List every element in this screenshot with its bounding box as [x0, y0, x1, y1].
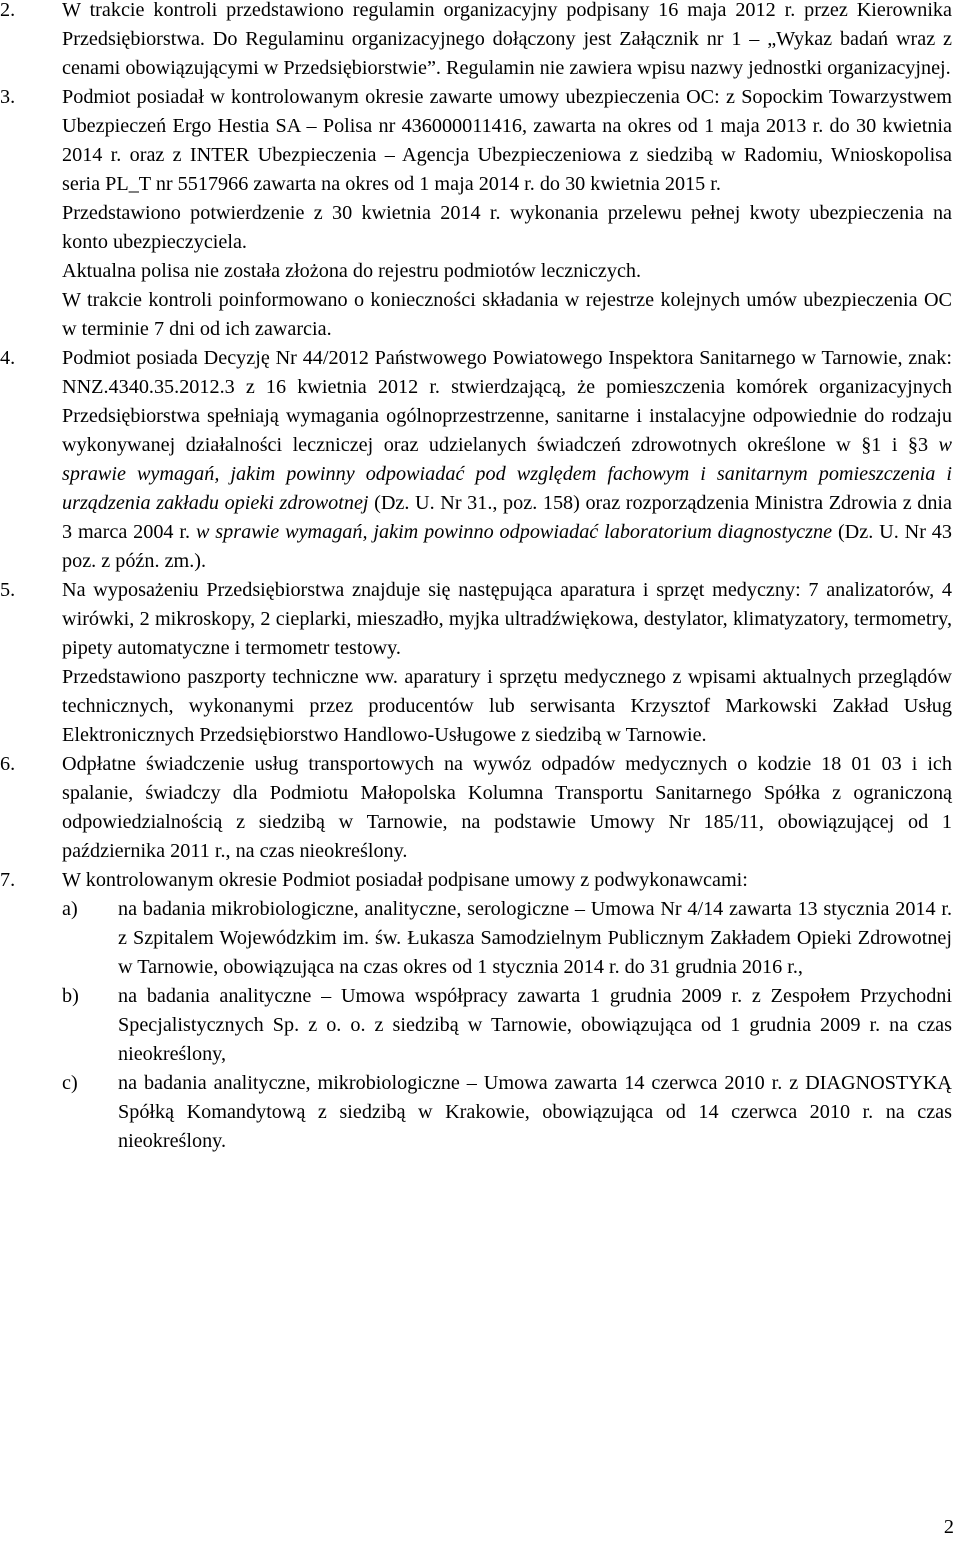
sub-item-letter: b) — [62, 985, 79, 1007]
list-item-3 — [0, 83, 960, 344]
item-paragraph: Aktualna polisa nie została złożona do rejestru podmiotów leczniczych. — [62, 260, 642, 282]
regulation-title: w sprawie wymagań, jakim powinny odpowiadać pod względem fachowym i sanitarnym pomieszczenia i urządzenia zakładu opieki zdrowotnej — [62, 434, 952, 514]
regulation-title: w sprawie wymagań, jakim powinno odpowiadać laboratorium diagnostyczne — [195, 521, 833, 543]
page-number: 2 — [943, 1516, 954, 1538]
sub-item-text: na badania mikrobiologiczne, analityczne, serologiczne – Umowa Nr 4/14 zawarta 13 stycznia 2014 r. z Szpitalem Wojewódzkim im. św. Łukasza Samodzielnym Publicznym Zakładem Opieki Zdrowotnej w Tarnowie, obowiązująca na czas okres od 1 stycznia 2014 r. do 31 grudnia 2016 r., — [118, 898, 952, 978]
list-item-2 — [0, 0, 960, 83]
list-item-6 — [0, 750, 960, 866]
item-paragraph: W kontrolowanym okresie Podmiot posiadał podpisane umowy z podwykonawcami: — [62, 869, 748, 891]
sub-item-a — [62, 895, 952, 982]
item-paragraph: Podmiot posiadał w kontrolowanym okresie zawarte umowy ubezpieczenia OC: z Sopockim Towarzystwem Ubezpieczeń Ergo Hestia SA – Polisa nr 436000011416, zawarta na okres od 1 maja 2013 r. do 30 kwietnia 2014 r. oraz z INTER Ubezpieczenia – Agencja Ubezpieczeniowa z siedzibą w Radomiu, Wnioskopolisa seria PL_T nr 5517966 zawarta na okres od 1 maja 2014 r. do 30 kwietnia 2015 r. — [62, 86, 952, 195]
item-number: 7. — [0, 869, 16, 891]
item-paragraph: Na wyposażeniu Przedsiębiorstwa znajduje się następująca aparatura i sprzęt medyczny: 7 analizatorów, 4 wirówki, 2 mikroskopy, 2 cieplarki, mieszadło, myjka ultradźwiękowa, destylator, klimatyzatory, termometry, pipety automatyczne i termometr testowy. — [62, 579, 952, 659]
list-item-5 — [0, 576, 960, 750]
sub-item-b — [62, 982, 952, 1069]
item-number: 6. — [0, 753, 16, 775]
sub-item-c — [62, 1069, 952, 1156]
item-number: 4. — [0, 347, 16, 369]
item-number: 3. — [0, 86, 16, 108]
list-item-7 — [0, 866, 960, 1156]
sub-item-letter: c) — [62, 1072, 78, 1094]
item-number: 2. — [0, 0, 16, 21]
item-paragraph: Odpłatne świadczenie usług transportowych na wywóz odpadów medycznych o kodzie 18 01 03 i ich spalanie, świadczy dla Podmiotu Małopolska Kolumna Transportu Sanitarnego Spółka z ograniczoną odpowiedzialnością z siedzibą w Tarnowie, na podstawie Umowy Nr 185/11, obowiązującej od 1 października 2011 r., na czas nieokreślony. — [62, 753, 952, 862]
paragraph-text: Podmiot posiada Decyzję Nr 44/2012 Państwowego Powiatowego Inspektora Sanitarnego w Tarnowie, znak: NNZ.4340.35.2012.3 z 16 kwietnia 2012 r. stwierdzającą, że pomieszczenia komórek organizacyjnych Przedsiębiorstwa spełniają wymagania ogólnoprzestrzenne, sanitarne i instalacyjne odpowiednie do rodzaju wykonywanej działalności leczniczej oraz udzielanych świadczeń zdrowotnych określone w §1 i §3 — [62, 347, 952, 456]
item-paragraph: Przedstawiono potwierdzenie z 30 kwietnia 2014 r. wykonania przelewu pełnej kwoty ubezpieczenia na konto ubezpieczyciela. — [62, 202, 952, 253]
list-item-4 — [0, 344, 960, 576]
paragraph-text: (Dz. U. Nr 43 poz. z późn. zm.). — [62, 521, 952, 572]
item-paragraph — [62, 344, 952, 576]
paragraph-text: (Dz. U. Nr 31., poz. 158) oraz rozporządzenia Ministra Zdrowia z dnia 3 marca 2004 r. — [62, 492, 953, 543]
sub-item-text: na badania analityczne – Umowa współpracy zawarta 1 grudnia 2009 r. z Zespołem Przychodni Specjalistycznych Sp. z o. o. z siedzibą w Tarnowie, obowiązująca od 1 grudnia 2009 r. na czas nieokreślony, — [118, 985, 952, 1065]
item-paragraph: Przedstawiono paszporty techniczne ww. aparatury i sprzętu medycznego z wpisami aktualnych przeglądów technicznych, wykonanymi przez producentów lub serwisanta Krzysztof Markowski Zakład Usług Elektronicznych Przedsiębiorstwo Handlowo-Usługowe z siedzibą w Tarnowie. — [62, 666, 952, 746]
item-paragraph: W trakcie kontroli poinformowano o konieczności składania w rejestrze kolejnych umów ubezpieczenia OC w terminie 7 dni od ich zawarcia. — [62, 289, 952, 340]
sub-item-letter: a) — [62, 898, 78, 920]
item-paragraph: W trakcie kontroli przedstawiono regulamin organizacyjny podpisany 16 maja 2012 r. przez Kierownika Przedsiębiorstwa. Do Regulaminu organizacyjnego dołączony jest Załącznik nr 1 – „Wykaz badań wraz z cenami obowiązującymi w Przedsiębiorstwie”. Regulamin nie zawiera wpisu nazwy jednostki organizacyjnej. — [62, 0, 952, 79]
sub-item-text: na badania analityczne, mikrobiologiczne – Umowa zawarta 14 czerwca 2010 r. z DIAGNOSTYKĄ Spółką Komandytową z siedzibą w Krakowie, obowiązująca od 14 czerwca 2010 r. na czas nieokreślony. — [118, 1072, 952, 1152]
item-number: 5. — [0, 579, 16, 601]
